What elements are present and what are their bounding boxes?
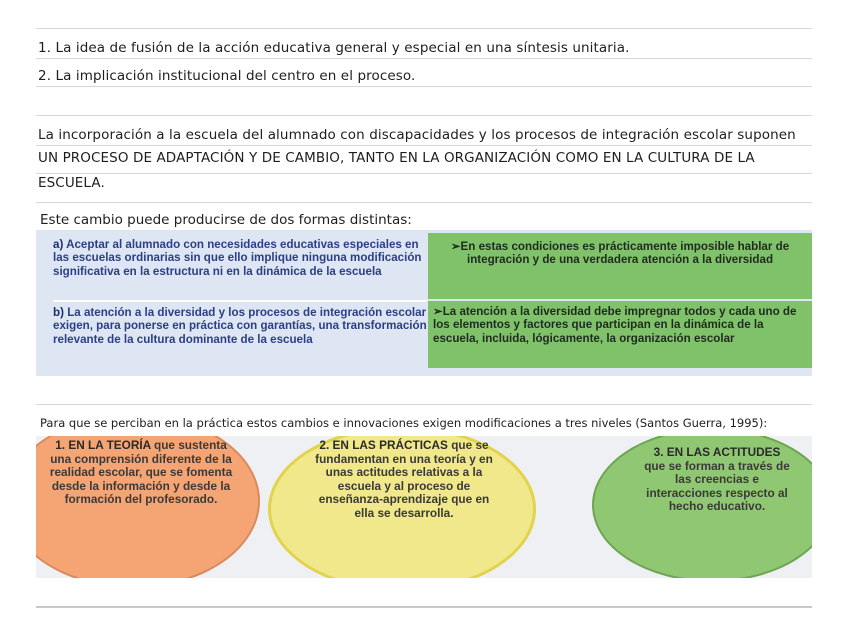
levels-caption: Para que se perciban en la práctica estos cambios e innovaciones exigen modificaciones a tres niveles (Santos Guerra, 1995): <box>40 416 768 430</box>
option-a-label: a) <box>53 238 64 251</box>
paragraph-line-2: UN PROCESO DE ADAPTACIÓN Y DE CAMBIO, TANTO EN LA ORGANIZACIÓN COMO EN LA CULTURA DE LA <box>38 150 755 166</box>
ruled-line <box>36 404 812 405</box>
paragraph-line-3: ESCUELA. <box>38 175 105 191</box>
theory-description: que sustenta una comprensión diferente de la realidad escolar, que se fomenta desde la información y desde la formación del profesorado. <box>49 438 233 507</box>
ruled-line <box>36 115 812 116</box>
option-b-description: La atención a la diversidad y los procesos de integración escolar exigen, para ponerse en práctica con garantías, una transformación relevante de la cultura dominante de la escuela <box>53 306 427 346</box>
attitudes-circle <box>592 436 812 578</box>
ruled-line <box>36 145 812 146</box>
table-divider <box>53 300 427 302</box>
ruled-line <box>36 173 812 174</box>
practice-description: que se fundamentan en una teoría y en unas actitudes relativas a la escuela y al proceso de enseñanza-aprendizaje que en ella se desarrolla. <box>315 438 493 520</box>
theory-text <box>46 439 236 507</box>
ruled-line <box>36 606 812 608</box>
paragraph-line-1: La incorporación a la escuela del alumnado con discapacidades y los procesos de integración escolar suponen <box>38 127 796 143</box>
ruled-line <box>36 202 812 203</box>
practice-circle <box>268 436 536 578</box>
ruled-line <box>36 58 812 59</box>
option-a-description: Aceptar al alumnado con necesidades educativas especiales en las escuelas ordinarias sin que ello implique ninguna modificación significativa en la estructura ni en la dinámica de la escuela <box>53 238 422 278</box>
comparison-table <box>36 230 812 376</box>
option-b-result: ➢La atención a la diversidad debe impregnar todos y cada uno de los elementos y factores que participan en la dinámica de la escuela, incluida, lógicamente, la organización escolar <box>428 301 812 368</box>
change-caption: Este cambio puede producirse de dos formas distintas: <box>40 212 412 228</box>
practice-heading: 2. EN LAS PRÁCTICAS <box>319 438 448 452</box>
item-implication: 2. La implicación institucional del centro en el proceso. <box>38 68 416 84</box>
three-levels-diagram <box>36 436 812 578</box>
option-a-text <box>53 238 427 278</box>
option-b-label: b) <box>53 306 64 319</box>
attitudes-text <box>642 446 792 514</box>
attitudes-heading: 3. EN LAS ACTITUDES <box>653 445 781 459</box>
option-b-text <box>53 306 427 346</box>
ruled-line <box>36 86 812 87</box>
practice-text <box>311 439 497 521</box>
theory-circle <box>36 436 260 578</box>
option-a-result: ➢En estas condiciones es prácticamente imposible hablar de integración y de una verdadera atención a la diversidad <box>428 233 812 299</box>
item-fusion: 1. La idea de fusión de la acción educativa general y especial en una síntesis unitaria. <box>38 40 630 56</box>
theory-heading: 1. EN LA TEORÍA <box>55 438 151 452</box>
attitudes-description: que se forman a través de las creencias e interacciones respecto al hecho educativo. <box>644 458 790 514</box>
ruled-line <box>36 28 812 29</box>
